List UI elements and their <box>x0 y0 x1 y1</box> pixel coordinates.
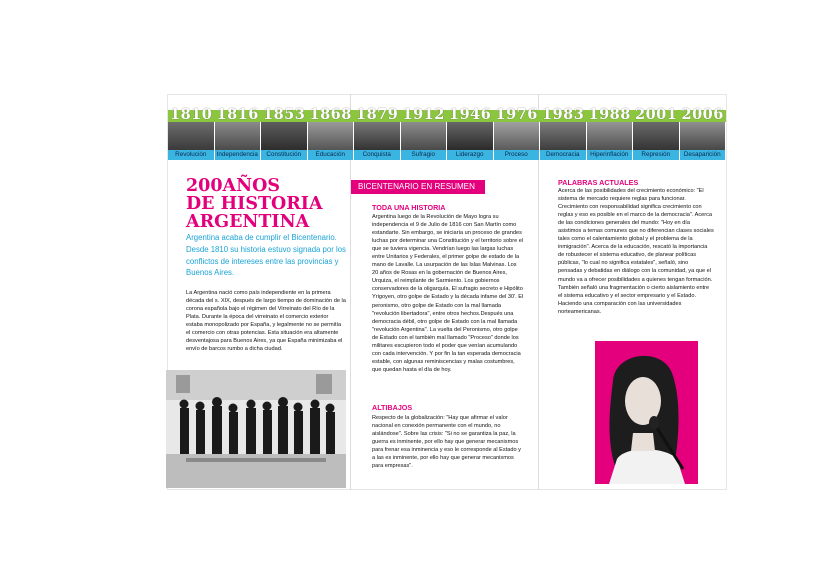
timeline-label: Conquista <box>354 150 401 160</box>
timeline-label: Sufragio <box>401 150 448 160</box>
subheading-altibajos: ALTIBAJOS <box>372 403 413 412</box>
timeline-year: 1810 <box>170 106 213 123</box>
timeline-label: Liderazgo <box>447 150 494 160</box>
timeline-year: 1816 <box>216 106 259 123</box>
intro-text: Argentina acaba de cumplir el Bicentenario. Desde 1810 su historia estuvo signada por los conflictos de intereses entre las provincias y Buenos Aires. <box>186 233 346 278</box>
page-title <box>186 177 356 231</box>
timeline-year: 1976 <box>495 106 538 123</box>
title-line: ARGENTINA <box>186 212 310 232</box>
middle-body-text-2: Respecto de la globalización: "Hay que afirmar el valor nacional en conexión permanente con el mundo, no aislándose". Sobre las crisis: "Si no se garantiza la paz, la guerra es inminente, por ello hay que generar mecanismos para frenar esa inminencia y eso le corresponde al Estado y a las es inminente, por ello hay que generar mecanismos para empresas". <box>372 415 521 470</box>
section-heading: BICENTENARIO EN RESUMEN <box>351 180 485 194</box>
timeline-labels <box>168 150 726 160</box>
timeline-year: 1853 <box>263 106 306 123</box>
timeline-label: Represión <box>633 150 680 160</box>
timeline-year: 2001 <box>635 106 678 123</box>
subheading-palabras: PALABRAS ACTUALES <box>558 178 639 187</box>
timeline-years <box>168 106 726 130</box>
timeline-label: Proceso <box>494 150 541 160</box>
timeline-year: 1879 <box>356 106 399 123</box>
timeline-label: Independencia <box>215 150 262 160</box>
timeline-label: Revolución <box>168 150 215 160</box>
timeline-year: 1946 <box>449 106 492 123</box>
subheading-history: TODA UNA HISTORIA <box>372 203 446 212</box>
right-body-text: Acerca de las posibilidades del crecimiento económico: "El sistema de mercado requiere reglas para funcionar. Crecimiento con responsabilidad significa crecimiento con reglas y eso es posible en el marco de la democracia". Acerca de las condiciones generales del mundo: "Hoy en día asistimos a temas comunes que no diferencian clases sociales tales como el calentamiento global y el problema de la inmigración". Acerca de la educación, rescató la importancia de robustecer el sistema educativo, de planear políticas públicas, "lo cual no significa estatales", señaló, sino pensadas y debatidas en diálogo con la comunidad, ya que el mundo va a ofrecer posibilidades a quienes tengan formación. También señaló una fragmentación o cierto aislamiento entre el sistema educativo y el sector empresario y el Estado. Haciendo una comparación con las universidades norteamericanas. <box>558 188 714 315</box>
timeline-year: 1983 <box>542 106 585 123</box>
title-line: DE HISTORIA <box>186 194 323 214</box>
timeline-label: Educación <box>308 150 355 160</box>
middle-body-text: Argentina luego de la Revolución de Mayo logra su independencia el 9 de Julio de 1816 con San Martín como estandarte. Sin embargo, se iniciaría un proceso de grandes luchas por determinar una Constitución y el territorio sobre el que se tuviera vigencia. Vendrían luego las largas luchas entre Unitarios y Federales, el primer golpe de estado de la mano de Lavalle. La usurpación de las Islas Malvinas. Los 20 años de Rosas en la gobernación de Buenos Aires, Urquiza, el reimplante de Sarmiento. Los gobiernos conservadores de la oligarquía. El sufragio secreto e Hipólito Yrigoyen, otro golpe de Estado y la década infame del 30'. El peronismo, otro golpe de Estado con la mal llamada "revolución libertadora", entre otros hechos.Después una democracia débil, otro golpe de Estado con la mal llamada "revolución Argentina". La vuelta del Peronismo, otro golpe de Estado con el también mal llamado "Proceso" donde los militares escupieron todo el poder que venían acumulando con cada intervención. Y por fin la tan esperada democracia estable, con algunas reminiscencias y malas costumbres, que quedan hasta el día de hoy. <box>372 214 524 373</box>
timeline-label: Democracia <box>540 150 587 160</box>
timeline-label: Hiperinflación <box>587 150 634 160</box>
timeline-year: 2006 <box>681 106 724 123</box>
portrait-image <box>595 341 698 484</box>
timeline-year: 1988 <box>588 106 631 123</box>
timeline-label: Desaparición <box>680 150 727 160</box>
historical-painting <box>166 370 346 488</box>
left-body-text: La Argentina nació como país independiente en la primera década del s. XIX, después de largo tiempo de dominación de la corona española bajo el régimen del Virreinato del Río de la Plata. Durante la época del virreinato el comercio exterior estaba monopolizado por España, y legalmente no se permitía el comercio con otras potencias. Esta situación era altamente desventajosa para Buenos Aires, ya que España minimizaba el envío de barcos rumbo a dicha ciudad. <box>186 290 346 353</box>
timeline-band <box>168 107 726 159</box>
portrait-photo <box>595 341 698 484</box>
timeline-year: 1868 <box>309 106 352 123</box>
timeline-label: Constitución <box>261 150 308 160</box>
timeline-year: 1912 <box>402 106 445 123</box>
title-line: 200AÑOS <box>186 176 280 196</box>
